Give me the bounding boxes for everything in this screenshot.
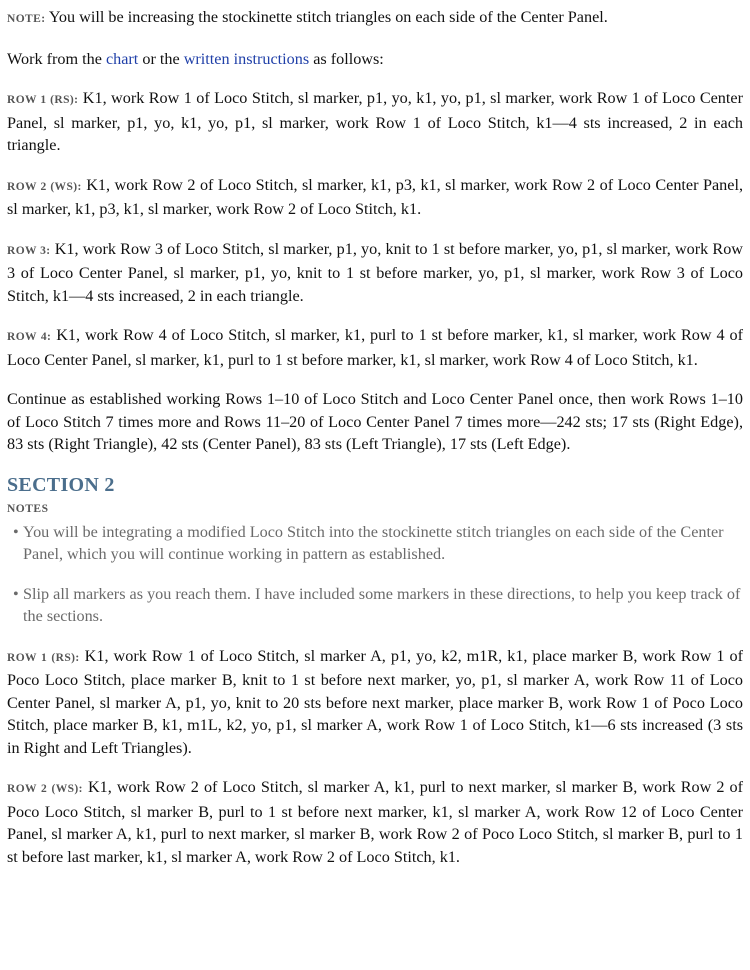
written-instructions-link[interactable]: written instructions <box>183 49 310 68</box>
bullet-icon: • <box>13 522 19 541</box>
chart-link[interactable]: chart <box>105 49 139 68</box>
intro-prefix: Work from the <box>7 49 106 68</box>
row-label: ROW 4: <box>7 331 52 343</box>
row-text: K1, work Row 4 of Loco Stitch, sl marker, k1, purl to 1 st before marker, k1, sl marker, work Row 4 of Loco Center Panel, sl marker, k1, purl to 1 st before marker, k1, sl marker, work Row 4 of Loco Stitch, k1. <box>7 326 743 369</box>
row-label: ROW 3: <box>7 244 51 257</box>
notes-bullet-2 <box>7 583 743 628</box>
note-text: You will be increasing the stockinette stitch triangles on each side of the Center Panel. <box>45 8 608 26</box>
section1-row-2 <box>7 174 743 221</box>
section2-row-1 <box>7 645 743 760</box>
bullet-icon: • <box>13 584 19 603</box>
row-label: ROW 1 (RS): <box>7 94 79 106</box>
row-label: ROW 1 (RS): <box>7 651 80 664</box>
note-paragraph <box>7 6 743 31</box>
intro-paragraph <box>7 48 743 71</box>
notes-bullet-1 <box>7 521 743 566</box>
bullet-text: Slip all markers as you reach them. I have included some markers in these directions, to help you keep track of the sections. <box>23 584 741 625</box>
intro-suffix: as follows: <box>309 49 384 68</box>
row-text: K1, work Row 2 of Loco Stitch, sl marker, k1, p3, k1, sl marker, work Row 2 of Loco Center Panel, sl marker, k1, p3, k1, sl marker, work Row 2 of Loco Stitch, k1. <box>7 175 743 218</box>
intro-middle: or the <box>138 49 184 68</box>
row-text: K1, work Row 3 of Loco Stitch, sl marker, p1, yo, knit to 1 st before marker, yo, p1, sl marker, work Row 3 of Loco Center Panel, sl marker, p1, yo, knit to 1 st before marker, yo, p1, sl marker, work Row 3 of Loco Stitch, k1—4 sts increased, 2 in each triangle. <box>7 239 743 305</box>
row-text: K1, work Row 1 of Loco Stitch, sl marker A, p1, yo, k2, m1R, k1, place marker B, work Row 1 of Poco Loco Stitch, place marker B, knit to 1 st before next marker, yo, p1, sl marker A, work Row 11 of Loco Center Panel, sl marker A, p1, yo, knit to 20 sts before next marker, place marker B, work Row 1 of Poco Loco Stitch, place marker B, k1, m1L, k2, yo, p1, sl marker A, work Row 1 of Loco Stitch, k1—6 sts increased (3 sts in Right and Left Triangles). <box>7 646 743 757</box>
bullet-text: You will be integrating a modified Loco Stitch into the stockinette stitch triangles on each side of the Center Panel, which you will continue working in pattern as established. <box>23 522 724 563</box>
row-label: ROW 2 (WS): <box>7 180 82 193</box>
section1-row-4 <box>7 324 743 371</box>
section1-row-3 <box>7 238 743 308</box>
section-2-heading: SECTION 2 <box>7 473 115 496</box>
notes-label: NOTES <box>7 502 49 515</box>
section1-row-1 <box>7 87 743 157</box>
note-label: NOTE: <box>7 13 46 25</box>
continue-paragraph: Continue as established working Rows 1–10 of Loco Stitch and Loco Center Panel once, then work Rows 1–10 of Loco Stitch 7 times more and Rows 11–20 of Loco Center Panel 7 times more—242 sts; 17 sts (Right Edge), 83 sts (Right Triangle), 42 sts (Center Panel), 83 sts (Left Triangle), 17 sts (Left Edge). <box>7 390 743 453</box>
section2-row-2 <box>7 776 743 868</box>
row-text: K1, work Row 1 of Loco Stitch, sl marker, p1, yo, k1, yo, p1, sl marker, work Row 1 of Loco Center Panel, sl marker, p1, yo, k1, yo, p1, sl marker, work Row 1 of Loco Stitch, k1—4 sts increased, 2 in each triangle. <box>7 89 743 154</box>
row-text: K1, work Row 2 of Loco Stitch, sl marker A, k1, purl to next marker, sl marker B, work Row 2 of Poco Loco Stitch, sl marker B, purl to 1 st before next marker, k1, sl marker A, work Row 12 of Loco Center Panel, sl marker A, k1, purl to next marker, sl marker B, work Row 2 of Poco Loco Stitch, sl marker B, purl to 1 st before last marker, k1, sl marker A, work Row 2 of Loco Stitch, k1. <box>7 778 744 866</box>
row-label: ROW 2 (WS): <box>7 783 83 795</box>
